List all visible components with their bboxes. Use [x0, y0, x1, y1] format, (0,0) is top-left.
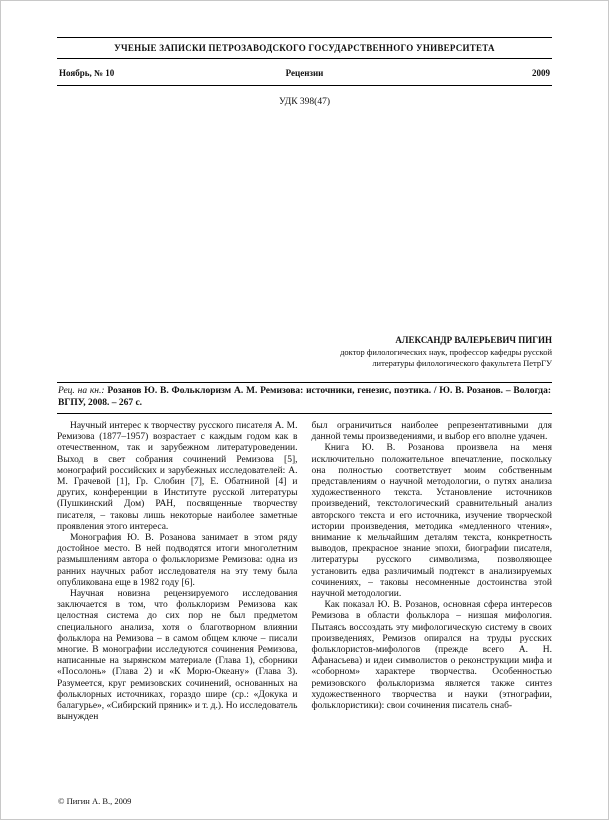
body-columns: [57, 421, 552, 723]
paragraph: Научная новизна рецензируемого исследования заключается в том, что фольклоризм Ремизова как целостная система до сих пор не был предметом специального анализа, хотя о благотворном влиянии фольклора на Ремизова – в самом общем ключе – писали многие. В монографии исследуются сочинения Ремизова, написанные на зырянском материале (Глава 1), сборники «Посолонь» (Глава 2) и «К Морю-Океану» (Глава 3). Разумеется, круг ремизовских сочинений, основанных на фольклорных источниках, гораздо шире (ср.: «Докука и балагурье», «Сибирский пряник» и т. д.). Но исследователь вынужден: [57, 589, 298, 723]
paragraph: Монография Ю. В. Розанова занимает в этом ряду достойное место. В ней подводятся итоги многолетним размышлениям автора о фольклоризме Ремизова: одна из ранних научных работ исследователя на эту тему была опубликована еще в 1982 году [6].: [57, 533, 298, 588]
issue-row-rule: [57, 85, 552, 86]
author-affiliation-line2: литературы филологического факультета ПетрГУ: [372, 358, 552, 368]
review-citation-block: [57, 383, 552, 413]
issue-date: Ноябрь, № 10: [59, 68, 115, 78]
author-affiliation-line1: доктор филологических наук, профессор кафедры русской: [340, 347, 552, 357]
paragraph: Книга Ю. В. Розанова произвела на меня исключительно положительное впечатление, поскольку она полностью соответствует моим собственным представлениям о научной методологии, о путях анализа художественного текста. Установление источников произведений, текстологический сравнительный анализ авторского текста и его источника, изучение творческой истории произведения, методика «медленного чтения», внимание к мельчайшим деталям текста, конкретность выводов, прекрасное знание эпохи, биографии писателя, литературы русского символизма, позволяющее установить едва различимый подтекст в анализируемых сочинениях, – таковы несомненные достоинства этой научной методологии.: [311, 443, 552, 600]
review-label: Рец. на кн.:: [58, 386, 105, 396]
body-column-left: [57, 421, 298, 723]
paragraph: Научный интерес к творчеству русского писателя А. М. Ремизова (1877–1957) возрастает с каждым годом как в отечественном, так и зарубежном литературоведении. Выход в свет собрания сочинений Ремизова [5], монографий российских и зарубежных исследователей: А. М. Грачевой [1], Гр. Слобин [7], Е. Обатниной [4] и других, конференции в Институте русской литературы (Пушкинский Дом) РАН, посвященные творчеству писателя, – таковы лишь некоторые наиболее заметные проявления этого интереса.: [57, 421, 298, 532]
review-citation: Розанов Ю. В. Фольклоризм А. М. Ремизова: источники, генезис, поэтика. / Ю. В. Розанов. – Вологда: ВГПУ, 2008. – 267 с.: [58, 386, 552, 408]
page-content: [1, 37, 608, 723]
review-bottom-rule: [57, 413, 552, 414]
section-label: Рецензии: [285, 68, 324, 78]
paragraph: был ограничиться наиболее репрезентативными для данной темы произведениями, и выбор его вполне удачен.: [311, 421, 552, 443]
paragraph: Как показал Ю. В. Розанов, основная сфера интересов Ремизова в области фольклора – низшая мифология. Пытаясь воссоздать эту мифологическую систему в своих произведениях, Ремизов опирался на труды русских фольклористов-мифологов (прежде всего А. Н. Афанасьева) и идеи символистов о реконструкции мифа и «соборном» характере творчества. Особенностью ремизовского фольклоризма является также синтез художественного творчества и науки (этнографии, фольклористики): свои сочинения писатель снаб-: [311, 600, 552, 712]
body-column-right: [312, 421, 553, 723]
udc-number: УДК 398(47): [278, 97, 331, 107]
issue-info-row: [57, 59, 552, 85]
journal-title: УЧЕНЫЕ ЗАПИСКИ ПЕТРОЗАВОДСКОГО ГОСУДАРСТВЕННОГО УНИВЕРСИТЕТА: [114, 43, 495, 53]
copyright-notice: © Пигин А. В., 2009: [58, 796, 132, 806]
author-name: АЛЕКСАНДР ВАЛЕРЬЕВИЧ ПИГИН: [395, 335, 552, 345]
year-label: 2009: [532, 68, 551, 78]
author-block: [57, 335, 552, 369]
